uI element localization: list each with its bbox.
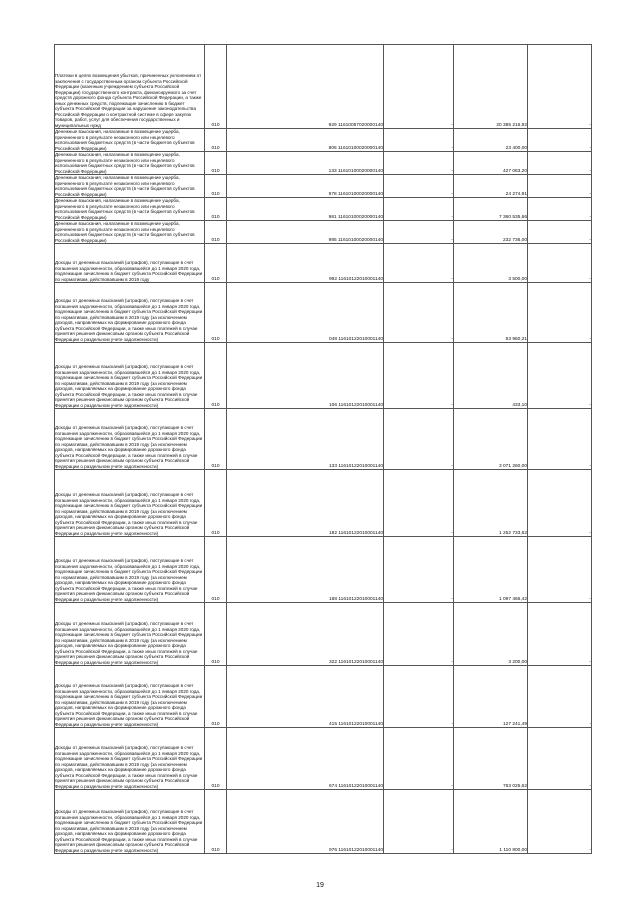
- row-unexecuted-amount: -: [528, 343, 592, 409]
- row-line-code: 010: [205, 221, 227, 244]
- row-executed-amount: 7 360 535,66: [454, 198, 528, 221]
- row-budget-classification-code: 985 11610100020000140: [227, 221, 384, 244]
- row-approved-plan: -: [384, 790, 454, 854]
- table-row: [55, 790, 592, 854]
- row-line-code: 010: [205, 470, 227, 537]
- row-budget-classification-code: 048 11610122010001140: [227, 283, 384, 343]
- row-unexecuted-amount: -: [528, 603, 592, 666]
- row-approved-plan: -: [384, 129, 454, 152]
- table-row: [55, 728, 592, 790]
- table-row: [55, 129, 592, 152]
- table-row: [55, 409, 592, 470]
- row-approved-plan: -: [384, 175, 454, 198]
- row-line-code: 010: [205, 198, 227, 221]
- row-description: Доходы от денежных взысканий (штрафов), поступающие в счет погашения задолженности, образовавшейся до 1 января 2020 года, подлежащие зачислению в бюджет субъекта Российской Федерации по нормативам, действовавшим в 2019 году (за исключением доходов, направляемых на формирование дорожного фонда субъекта Российской Федерации, а также иных платежей в случае принятия решения финансовым органом субъекта Российской Федерации о раздельном учете задолженности): [55, 603, 205, 666]
- row-line-code: 010: [205, 409, 227, 470]
- row-budget-classification-code: 133 11610100020000140: [227, 152, 384, 175]
- row-line-code: 010: [205, 343, 227, 409]
- row-budget-classification-code: 929 11610057020000140: [227, 45, 384, 129]
- row-description: Платежи в целях возмещения убытков, причиненных уклонением от заключения с государственным органом субъекта Российской Федерации (казенным учреждением субъекта Российской Федерации) государственного контракта, финансируемого за счет средств дорожного фонда субъекта Российской Федерации, а также иных денежных средств, подлежащие зачислению в бюджет субъекта Российской Федерации за нарушение законодательства Российской Федерации о контрактной системе в сфере закупок товаров, работ, услуг для обеспечения государственных и муниципальных нужд: [55, 45, 205, 129]
- table-row: [55, 666, 592, 728]
- row-description: Доходы от денежных взысканий (штрафов), поступающие в счет погашения задолженности, образовавшейся до 1 января 2020 года, подлежащие зачислению в бюджет субъекта Российской Федерации по нормативам, действовавшим в 2019 году (за исключением доходов, направляемых на формирование дорожного фонда субъекта Российской Федерации, а также иных платежей в случае принятия решения финансовым органом субъекта Российской Федерации о раздельном учете задолженности): [55, 728, 205, 790]
- row-executed-amount: 433,10: [454, 343, 528, 409]
- row-description: Доходы от денежных взысканий (штрафов), поступающие в счет погашения задолженности, образовавшейся до 1 января 2020 года, подлежащие зачислению в бюджет субъекта Российской Федерации по нормативам, действовавшим в 2019 году (за исключением доходов, направляемых на формирование дорожного фонда субъекта Российской Федерации, а также иных платежей в случае принятия решения финансовым органом субъекта Российской Федерации о раздельном учете задолженности): [55, 790, 205, 854]
- row-budget-classification-code: 674 11610122010001140: [227, 728, 384, 790]
- row-line-code: 010: [205, 666, 227, 728]
- row-budget-classification-code: 806 11610100020000140: [227, 129, 384, 152]
- row-description: Денежные взыскания, налагаемые в возмещение ущерба, причиненного в результате незаконного или нецелевого использования бюджетных средств (в части бюджетов субъектов Российской Федерации): [55, 198, 205, 221]
- row-executed-amount: 3 071 260,00: [454, 409, 528, 470]
- row-description: Доходы от денежных взысканий (штрафов), поступающие в счет погашения задолженности, образовавшейся до 1 января 2020 года, подлежащие зачислению в бюджет субъекта Российской Федерации по нормативам, действовавшим в 2019 году (за исключением доходов, направляемых на формирование дорожного фонда субъекта Российской Федерации, а также иных платежей в случае принятия решения финансовым органом субъекта Российской Федерации о раздельном учете задолженности): [55, 343, 205, 409]
- table-row: [55, 198, 592, 221]
- row-unexecuted-amount: -: [528, 152, 592, 175]
- table-row: [55, 537, 592, 603]
- row-unexecuted-amount: -: [528, 175, 592, 198]
- row-description: Денежные взыскания, налагаемые в возмещение ущерба, причиненного в результате незаконного или нецелевого использования бюджетных средств (в части бюджетов субъектов Российской Федерации): [55, 221, 205, 244]
- row-executed-amount: 1 252 733,62: [454, 470, 528, 537]
- row-executed-amount: 127 241,49: [454, 666, 528, 728]
- revenue-table: [54, 44, 592, 854]
- row-approved-plan: -: [384, 221, 454, 244]
- row-executed-amount: 3 500,00: [454, 244, 528, 283]
- row-approved-plan: -: [384, 283, 454, 343]
- report-sheet: [54, 44, 591, 854]
- row-description: Денежные взыскания, налагаемые в возмещение ущерба, причиненного в результате незаконного или нецелевого использования бюджетных средств (в части бюджетов субъектов Российской Федерации): [55, 175, 205, 198]
- row-line-code: 010: [205, 790, 227, 854]
- table-row: [55, 221, 592, 244]
- table-row: [55, 283, 592, 343]
- row-approved-plan: -: [384, 152, 454, 175]
- table-row: [55, 343, 592, 409]
- row-description: Доходы от денежных взысканий (штрафов), поступающие в счет погашения задолженности, образовавшейся до 1 января 2020 года, подлежащие зачислению в бюджет субъекта Российской Федерации по нормативам, действовавшим в 2019 году (за исключением доходов, направляемых на формирование дорожного фонда субъекта Российской Федерации, а также иных платежей в случае принятия решения финансовым органом субъекта Российской Федерации о раздельном учете задолженности): [55, 409, 205, 470]
- row-unexecuted-amount: -: [528, 129, 592, 152]
- row-approved-plan: -: [384, 537, 454, 603]
- row-description: Доходы от денежных взысканий (штрафов), поступающие в счет погашения задолженности, образовавшейся до 1 января 2020 года, подлежащие зачислению в бюджет субъекта Российской Федерации по нормативам, действовавшим в 2019 году (за исключением доходов, направляемых на формирование дорожного фонда субъекта Российской Федерации, а также иных платежей в случае принятия решения финансовым органом субъекта Российской Федерации о раздельном учете задолженности): [55, 666, 205, 728]
- row-budget-classification-code: 981 11610100020000140: [227, 198, 384, 221]
- row-executed-amount: 3 200,00: [454, 603, 528, 666]
- row-budget-classification-code: 106 11610122010001140: [227, 343, 384, 409]
- row-approved-plan: -: [384, 603, 454, 666]
- table-row: [55, 603, 592, 666]
- row-approved-plan: -: [384, 409, 454, 470]
- row-unexecuted-amount: -: [528, 45, 592, 129]
- row-executed-amount: 1 110 800,00: [454, 790, 528, 854]
- row-line-code: 010: [205, 244, 227, 283]
- row-unexecuted-amount: -: [528, 244, 592, 283]
- row-line-code: 010: [205, 175, 227, 198]
- row-line-code: 010: [205, 45, 227, 129]
- row-unexecuted-amount: -: [528, 198, 592, 221]
- row-approved-plan: -: [384, 343, 454, 409]
- row-unexecuted-amount: -: [528, 728, 592, 790]
- row-executed-amount: 20 385 216,92: [454, 45, 528, 129]
- row-description: Денежные взыскания, налагаемые в возмещение ущерба, причиненного в результате незаконного или нецелевого использования бюджетных средств (в части бюджетов субъектов Российской Федерации): [55, 152, 205, 175]
- table-row: [55, 244, 592, 283]
- row-description: Денежные взыскания, налагаемые в возмещение ущерба, причиненного в результате незаконного или нецелевого использования бюджетных средств (в части бюджетов субъектов Российской Федерации): [55, 129, 205, 152]
- row-approved-plan: -: [384, 666, 454, 728]
- row-line-code: 010: [205, 152, 227, 175]
- row-executed-amount: 1 097 466,42: [454, 537, 528, 603]
- row-budget-classification-code: 978 11610100020000140: [227, 175, 384, 198]
- row-line-code: 010: [205, 728, 227, 790]
- row-line-code: 010: [205, 129, 227, 152]
- row-description: Доходы от денежных взысканий (штрафов), поступающие в счет погашения задолженности, образовавшейся до 1 января 2020 года, подлежащие зачислению в бюджет субъекта Российской Федерации по нормативам, действовавшим в 2019 году (за исключением доходов, направляемых на формирование дорожного фонда субъекта Российской Федерации, а также иных платежей в случае принятия решения финансовым органом субъекта Российской Федерации о раздельном учете задолженности): [55, 283, 205, 343]
- row-executed-amount: 232 736,00: [454, 221, 528, 244]
- row-budget-classification-code: 133 11610122010001140: [227, 409, 384, 470]
- row-budget-classification-code: 976 11610122010001140: [227, 790, 384, 854]
- row-unexecuted-amount: -: [528, 790, 592, 854]
- row-budget-classification-code: 182 11610122010001140: [227, 470, 384, 537]
- row-executed-amount: 24 274,91: [454, 175, 528, 198]
- row-approved-plan: -: [384, 470, 454, 537]
- row-line-code: 010: [205, 537, 227, 603]
- row-unexecuted-amount: -: [528, 537, 592, 603]
- row-unexecuted-amount: -: [528, 666, 592, 728]
- row-budget-classification-code: 322 11610122010001140: [227, 603, 384, 666]
- row-unexecuted-amount: -: [528, 470, 592, 537]
- row-approved-plan: -: [384, 244, 454, 283]
- revenue-table-body: [55, 45, 592, 854]
- row-executed-amount: 53 960,21: [454, 283, 528, 343]
- row-approved-plan: -: [384, 728, 454, 790]
- table-row: [55, 152, 592, 175]
- row-budget-classification-code: 992 11610122010001140: [227, 244, 384, 283]
- row-approved-plan: -: [384, 198, 454, 221]
- row-line-code: 010: [205, 283, 227, 343]
- row-description: Доходы от денежных взысканий (штрафов), поступающие в счет погашения задолженности, образовавшейся до 1 января 2020 года, подлежащие зачислению в бюджет субъекта Российской Федерации по нормативам, действовавшим в 2019 году (за исключением доходов, направляемых на формирование дорожного фонда субъекта Российской Федерации, а также иных платежей в случае принятия решения финансовым органом субъекта Российской Федерации о раздельном учете задолженности): [55, 470, 205, 537]
- page-number: 19: [316, 882, 324, 889]
- row-executed-amount: 427 063,20: [454, 152, 528, 175]
- row-approved-plan: -: [384, 45, 454, 129]
- row-description: Доходы от денежных взысканий (штрафов), поступающие в счет погашения задолженности, образовавшейся до 1 января 2020 года, подлежащие зачислению в бюджет субъекта Российской Федерации по нормативам, действовавшим в 2019 году: [55, 244, 205, 283]
- row-unexecuted-amount: -: [528, 283, 592, 343]
- table-row: [55, 175, 592, 198]
- row-budget-classification-code: 188 11610122010001140: [227, 537, 384, 603]
- row-description: Доходы от денежных взысканий (штрафов), поступающие в счет погашения задолженности, образовавшейся до 1 января 2020 года, подлежащие зачислению в бюджет субъекта Российской Федерации по нормативам, действовавшим в 2019 году (за исключением доходов, направляемых на формирование дорожного фонда субъекта Российской Федерации, а также иных платежей в случае принятия решения финансовым органом субъекта Российской Федерации о раздельном учете задолженности): [55, 537, 205, 603]
- table-row: [55, 470, 592, 537]
- table-row: [55, 45, 592, 129]
- row-executed-amount: 763 025,62: [454, 728, 528, 790]
- row-unexecuted-amount: -: [528, 221, 592, 244]
- row-line-code: 010: [205, 603, 227, 666]
- row-unexecuted-amount: -: [528, 409, 592, 470]
- row-budget-classification-code: 415 11610122010001140: [227, 666, 384, 728]
- row-executed-amount: 23 400,00: [454, 129, 528, 152]
